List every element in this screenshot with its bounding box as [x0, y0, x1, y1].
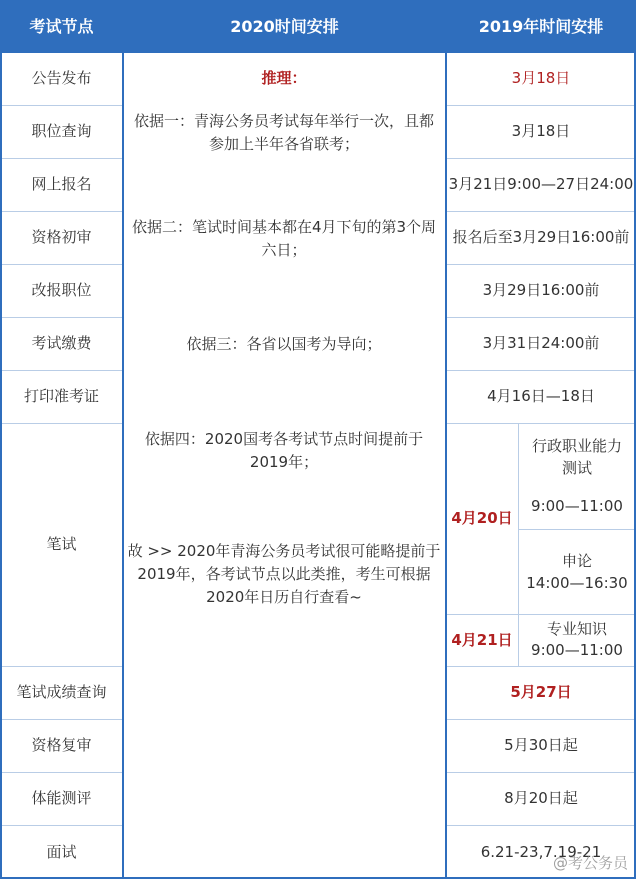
reasoning-basis-2: 依据二：笔试时间基本都在4月下旬的第3个周六日；: [131, 218, 437, 259]
exam-inner-sep: [447, 614, 634, 615]
exam-subject-1-time: 9:00—11:00: [531, 497, 623, 515]
node-position-query: 职位查询: [0, 105, 123, 158]
date-fitness-test: 8月20日起: [504, 789, 578, 807]
date-change-position: 3月29日16:00前: [482, 281, 600, 299]
row-sep: [2, 370, 122, 371]
reasoning-basis-3: 依据三：各省以国考为导向；: [186, 335, 382, 353]
reasoning-conclusion: 故 >> 2020年青海公务员考试很可能略提前于2019年，各考试节点以此类推，考生可根据2020年日历自行查看~: [127, 542, 441, 606]
row-sep: [447, 666, 634, 667]
row-sep: [447, 317, 634, 318]
reasoning-basis-4: 依据四：2020国考各考试节点时间提前于2019年；: [144, 430, 424, 471]
node-preliminary-review: 资格初审: [0, 211, 123, 264]
exam-subject-2-name: 申论: [561, 551, 592, 570]
header-col-node: 考试节点: [0, 0, 123, 52]
exam-subject-2: [518, 529, 636, 614]
date-online-registration: 3月21日9:00—27日24:00: [448, 175, 634, 193]
row-sep: [447, 105, 634, 106]
node-written-exam: 笔试: [0, 423, 123, 666]
row-sep: [2, 825, 122, 826]
row-sep: [447, 719, 634, 720]
grid-col-divider-2: [445, 0, 447, 879]
row-sep: [2, 264, 122, 265]
node-online-registration: 网上报名: [0, 158, 123, 211]
date-score-query: 5月27日: [510, 683, 572, 701]
row-sep: [2, 105, 122, 106]
reasoning-title: 推理：: [261, 69, 307, 87]
exam-subject-1: [518, 423, 636, 529]
date-print-admission: 4月16日—18日: [487, 387, 595, 405]
node-print-admission: 打印准考证: [0, 370, 123, 423]
node-exam-fee: 考试缴费: [0, 317, 123, 370]
node-score-query: 笔试成绩查询: [0, 666, 123, 719]
grid-left-border: [0, 0, 2, 879]
exam-day-1: 4月20日: [451, 509, 513, 527]
row-sep: [447, 264, 634, 265]
row-sep: [2, 666, 122, 667]
date-qualification-recheck: 5月30日起: [504, 736, 578, 754]
exam-subject-1-name: 行政职业能力测试: [531, 437, 622, 477]
reasoning-basis-1: 依据一：青海公务员考试每年举行一次，且都参加上半年各省联考；: [133, 112, 434, 153]
watermark: @考公务员: [552, 854, 628, 872]
exam-inner-divider: [518, 423, 519, 666]
exam-subject-3-time: 9:00—11:00: [531, 641, 623, 659]
row-sep: [447, 825, 634, 826]
row-sep: [2, 317, 122, 318]
node-fitness-test: 体能测评: [0, 772, 123, 825]
grid-col-divider-1: [122, 0, 124, 879]
date-exam-fee: 3月31日24:00前: [482, 334, 600, 352]
date-interview: 6.21-23,7.19-21: [480, 842, 602, 861]
exam-subject-2-time: 14:00—16:30: [526, 573, 628, 592]
row-sep: [2, 772, 122, 773]
date-position-query: 3月18日: [511, 122, 571, 140]
row-sep: [2, 719, 122, 720]
row-sep: [447, 211, 634, 212]
row-sep: [2, 158, 122, 159]
row-sep: [447, 158, 634, 159]
exam-day-2: 4月21日: [451, 630, 513, 649]
node-announcement: 公告发布: [0, 52, 123, 105]
exam-inner-sep: [518, 529, 634, 530]
row-sep: [447, 423, 634, 424]
header-col-2020: 2020时间安排: [123, 0, 446, 52]
exam-subject-3-name: 专业知识: [546, 620, 607, 638]
date-announcement: 3月18日: [511, 69, 571, 87]
grid-header-bottom: [0, 51, 636, 53]
row-sep: [447, 772, 634, 773]
date-preliminary-review: 报名后至3月29日16:00前: [452, 228, 630, 246]
node-qualification-recheck: 资格复审: [0, 719, 123, 772]
exam-subject-3: [518, 614, 636, 666]
header-col-2019: 2019年时间安排: [446, 0, 636, 52]
node-interview: 面试: [0, 825, 123, 879]
row-sep: [2, 423, 122, 424]
row-sep: [2, 211, 122, 212]
row-sep: [447, 370, 634, 371]
node-change-position: 改报职位: [0, 264, 123, 317]
